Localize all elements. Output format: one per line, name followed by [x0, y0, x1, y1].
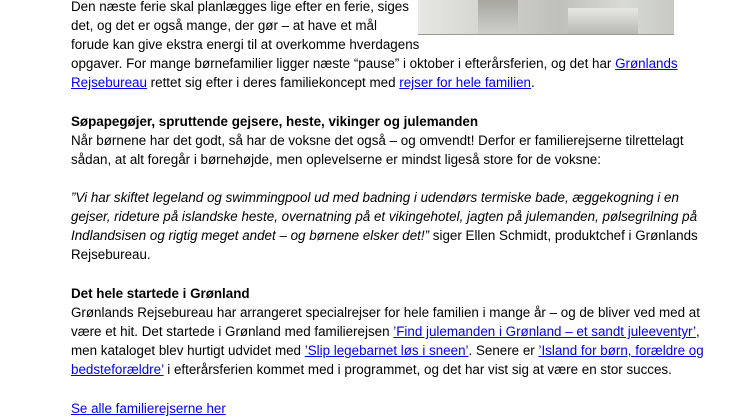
link-se-alle-familierejser[interactable]: Se alle familierejserne her [71, 401, 226, 416]
section-heading-det-hele-startede: Det hele startede i Grønland [71, 286, 250, 301]
quote-text: Indlandsisen og rigtig meget andet – og børnene elsker det!” [71, 228, 430, 243]
intro-text: . [530, 75, 535, 90]
link-island-for-born-cont[interactable]: bedsteforældre’ [71, 362, 164, 377]
photo-shadow [478, 0, 518, 34]
link-island-for-born[interactable]: ’Island for børn, forældre og [538, 343, 704, 358]
article-photo [418, 0, 674, 35]
quote-line-3 [71, 226, 698, 245]
footer-link-line [71, 399, 226, 418]
intro-text: opgaver. For mange børnefamilier ligger næste “pause” i oktober i efterårsferien, og det har [71, 56, 616, 71]
section-1-line-2: sådan, at alt foregår i børnehøjde, men oplevelserne er mindst ligeså store for de voksne: [71, 152, 601, 167]
quote-line-1: ”Vi har skiftet legeland og swimmingpool ud med badning i udendørs termiske bade, æggekogning i en [71, 190, 679, 205]
paragraph-intro-line-1: Den næste ferie skal planlægges lige efter en ferie, siges [71, 0, 409, 14]
section-2-text: men kataloget blev hurtigt udvidet med [71, 343, 305, 358]
section-heading-sopapegojer: Søpapegøjer, spruttende gejsere, heste, vikinger og julemanden [71, 114, 479, 129]
section-2-text: være et hit. Det startede i Grønland med familierejsen [71, 324, 394, 339]
quote-attribution: siger Ellen Schmidt, produktchef i Grønlands [429, 228, 698, 243]
section-1-line-1: Når børnene har det godt, så har de voksne det også – og omvendt! Derfor er familierejserne tilrettelagt [71, 133, 684, 148]
paragraph-intro-line-3: forude kan give ekstra energi til at overkomme hverdagens [71, 37, 420, 52]
intro-text: rettet sig efter i deres familiekoncept med [146, 75, 400, 90]
section-2-line-1: Grønlands Rejsebureau har arrangeret specialrejser for hele familien i mange år – og de bliver ved med at [71, 305, 700, 320]
section-2-line-4 [71, 360, 672, 379]
link-slip-legebarnet[interactable]: ’Slip legebarnet løs i sneen’ [304, 343, 469, 358]
section-2-line-3 [71, 341, 704, 360]
quote-line-4: Rejsebureau. [71, 247, 151, 262]
section-2-line-2 [71, 322, 700, 341]
link-gronlands-rejsebureau[interactable]: Grønlands [615, 56, 678, 71]
quote-line-2: gejser, rideture på islandske heste, overnatning på et vikingehotel, jagten på julemanden, pølsegrilning på [71, 209, 698, 224]
section-2-text: , [695, 324, 700, 339]
link-rejser-for-hele-familien[interactable]: rejser for hele familien [399, 75, 531, 90]
link-gronlands-rejsebureau-cont[interactable]: Rejsebureau [71, 75, 147, 90]
photo-figure [568, 8, 638, 34]
link-find-julemanden[interactable]: ’Find julemanden i Grønland – et sandt juleeventyr’ [393, 324, 696, 339]
section-2-text: . Senere er [468, 343, 539, 358]
paragraph-intro-line-2: det, og det er også mange, der gør – at have et mål [71, 18, 377, 33]
paragraph-intro-line-5 [71, 73, 535, 92]
paragraph-intro-line-4 [71, 54, 678, 73]
section-2-text: i efterårsferien kommet med i programmet, og det har vist sig at være en stor succes. [163, 362, 672, 377]
